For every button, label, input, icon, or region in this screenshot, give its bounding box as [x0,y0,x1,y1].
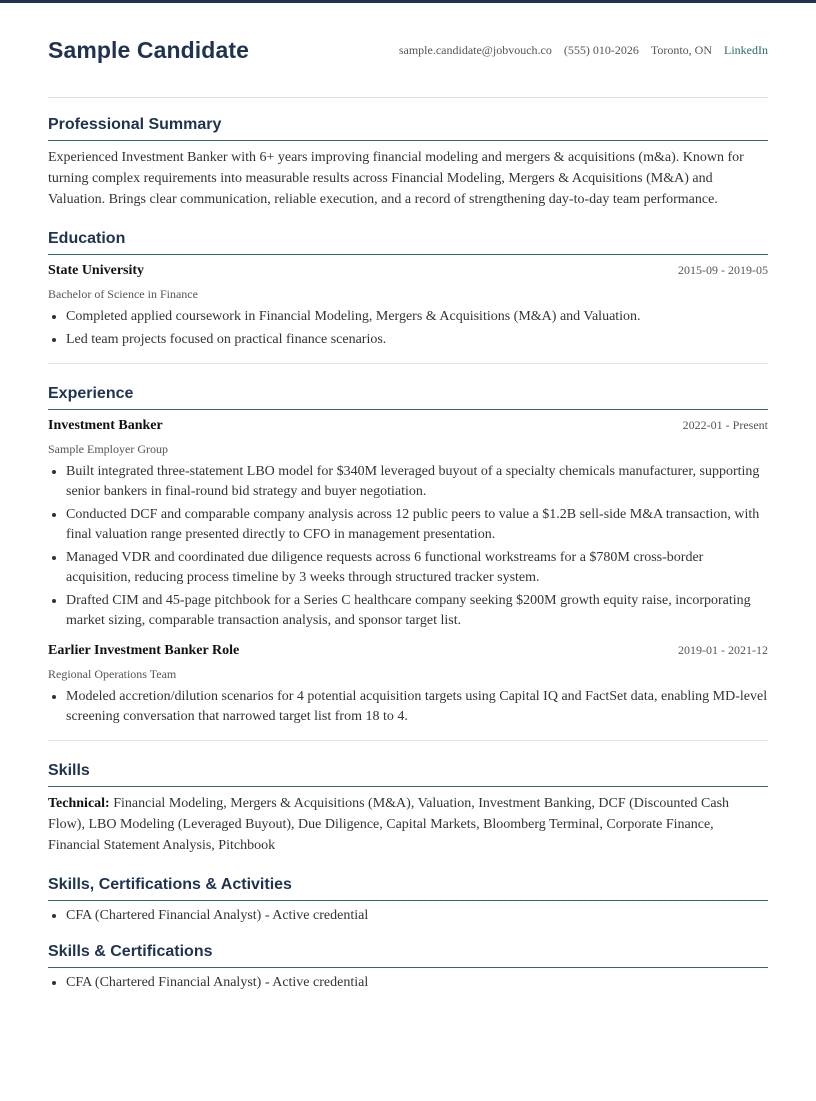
experience-section [48,385,768,741]
education-dates: 2015-09 - 2019-05 [678,263,768,277]
section-title-skills: Skills [48,762,768,787]
resume-header [48,3,768,98]
list-item: • CFA (Chartered Financial Analyst) - Active credential [66,906,768,926]
skills-list: Financial Modeling, Mergers & Acquisitions (M&A), Valuation, Investment Banking, DCF (Discounted Cash Flow), LBO Modeling (Leveraged Buyout), Due Diligence, Capital Markets, Bloomberg Terminal, Corporate Finance, Financial Statement Analysis, Pitchbook [48,796,730,853]
skills-text [48,793,768,856]
job-dates: 2019-01 - 2021-12 [678,643,768,657]
list-item: • Led team projects focused on practical finance scenarios. [66,330,768,350]
list-item: • Managed VDR and coordinated due diligence requests across 6 functional workstreams for a $780M cross-border acquisition, reducing process timeline by 3 weeks through structured tracker system. [66,548,768,588]
candidate-name: Sample Candidate [48,36,249,63]
certs-activities-section [48,876,768,926]
list-item: • Modeled accretion/dilution scenarios for 4 potential acquisition targets using Capital IQ and FactSet data, enabling MD-level screening conversation that narrowed target list from 18 to 4. [66,687,768,727]
school-name: State University [48,263,145,278]
phone: (555) 010-2026 [563,42,639,57]
skills-section [48,762,768,856]
education-bullets [48,307,768,350]
divider [48,740,768,741]
job-role: Investment Banker [48,418,163,433]
section-title-certs: Skills & Certifications [48,943,768,968]
education-section [48,230,768,364]
section-title-certs-activities: Skills, Certifications & Activities [48,876,768,901]
skills-label: Technical: [48,796,110,811]
summary-text: Experienced Investment Banker with 6+ years improving financial modeling and mergers & acquisitions (m&a). Known for turning complex requirements into measurable results across Financial Modeling, Mergers & Acquisitions (M&A) and Valuation. Brings clear communication, reliable execution, and a record of strengthening day-to-day team performance. [48,150,744,207]
section-title-experience: Experience [48,385,768,410]
job-header [48,418,768,434]
list-item: • CFA (Chartered Financial Analyst) - Active credential [66,973,768,993]
job-role: Earlier Investment Banker Role [48,643,240,658]
summary-section [48,116,768,210]
job-bullets [48,687,768,727]
job-header [48,643,768,659]
certs-section [48,943,768,993]
contact-info [399,43,768,58]
employer: Regional Operations Team [48,667,177,681]
job-dates: 2022-01 - Present [682,418,768,432]
section-title-education: Education [48,230,768,255]
list-item: • Drafted CIM and 45-page pitchbook for a Series C healthcare company seeking $200M growth equity raise, incorporating market sizing, comparable transaction analysis, and sponsor target list. [66,591,768,631]
list-item: • Completed applied coursework in Financial Modeling, Mergers & Acquisitions (M&A) and Valuation. [66,307,768,327]
location: Toronto, ON [650,42,712,57]
employer: Sample Employer Group [48,442,168,456]
list-item: • Built integrated three-statement LBO model for $340M leveraged buyout of a specialty chemicals manufacturer, supporting senior bankers in final-round bid strategy and buyer negotiation. [66,462,768,502]
section-title-summary: Professional Summary [48,116,768,141]
certs-activities-list [48,906,768,926]
linkedin-link[interactable]: LinkedIn [724,42,768,57]
certs-list [48,973,768,993]
email: sample.candidate@jobvouch.co [398,42,552,57]
education-entry-header [48,263,768,279]
divider [48,363,768,364]
job-bullets [48,462,768,631]
degree: Bachelor of Science in Finance [48,287,198,301]
resume-page [0,3,816,993]
list-item: • Conducted DCF and comparable company analysis across 12 public peers to value a $1.2B sell-side M&A transaction, with final valuation range presented directly to CFO in management presentation. [66,505,768,545]
